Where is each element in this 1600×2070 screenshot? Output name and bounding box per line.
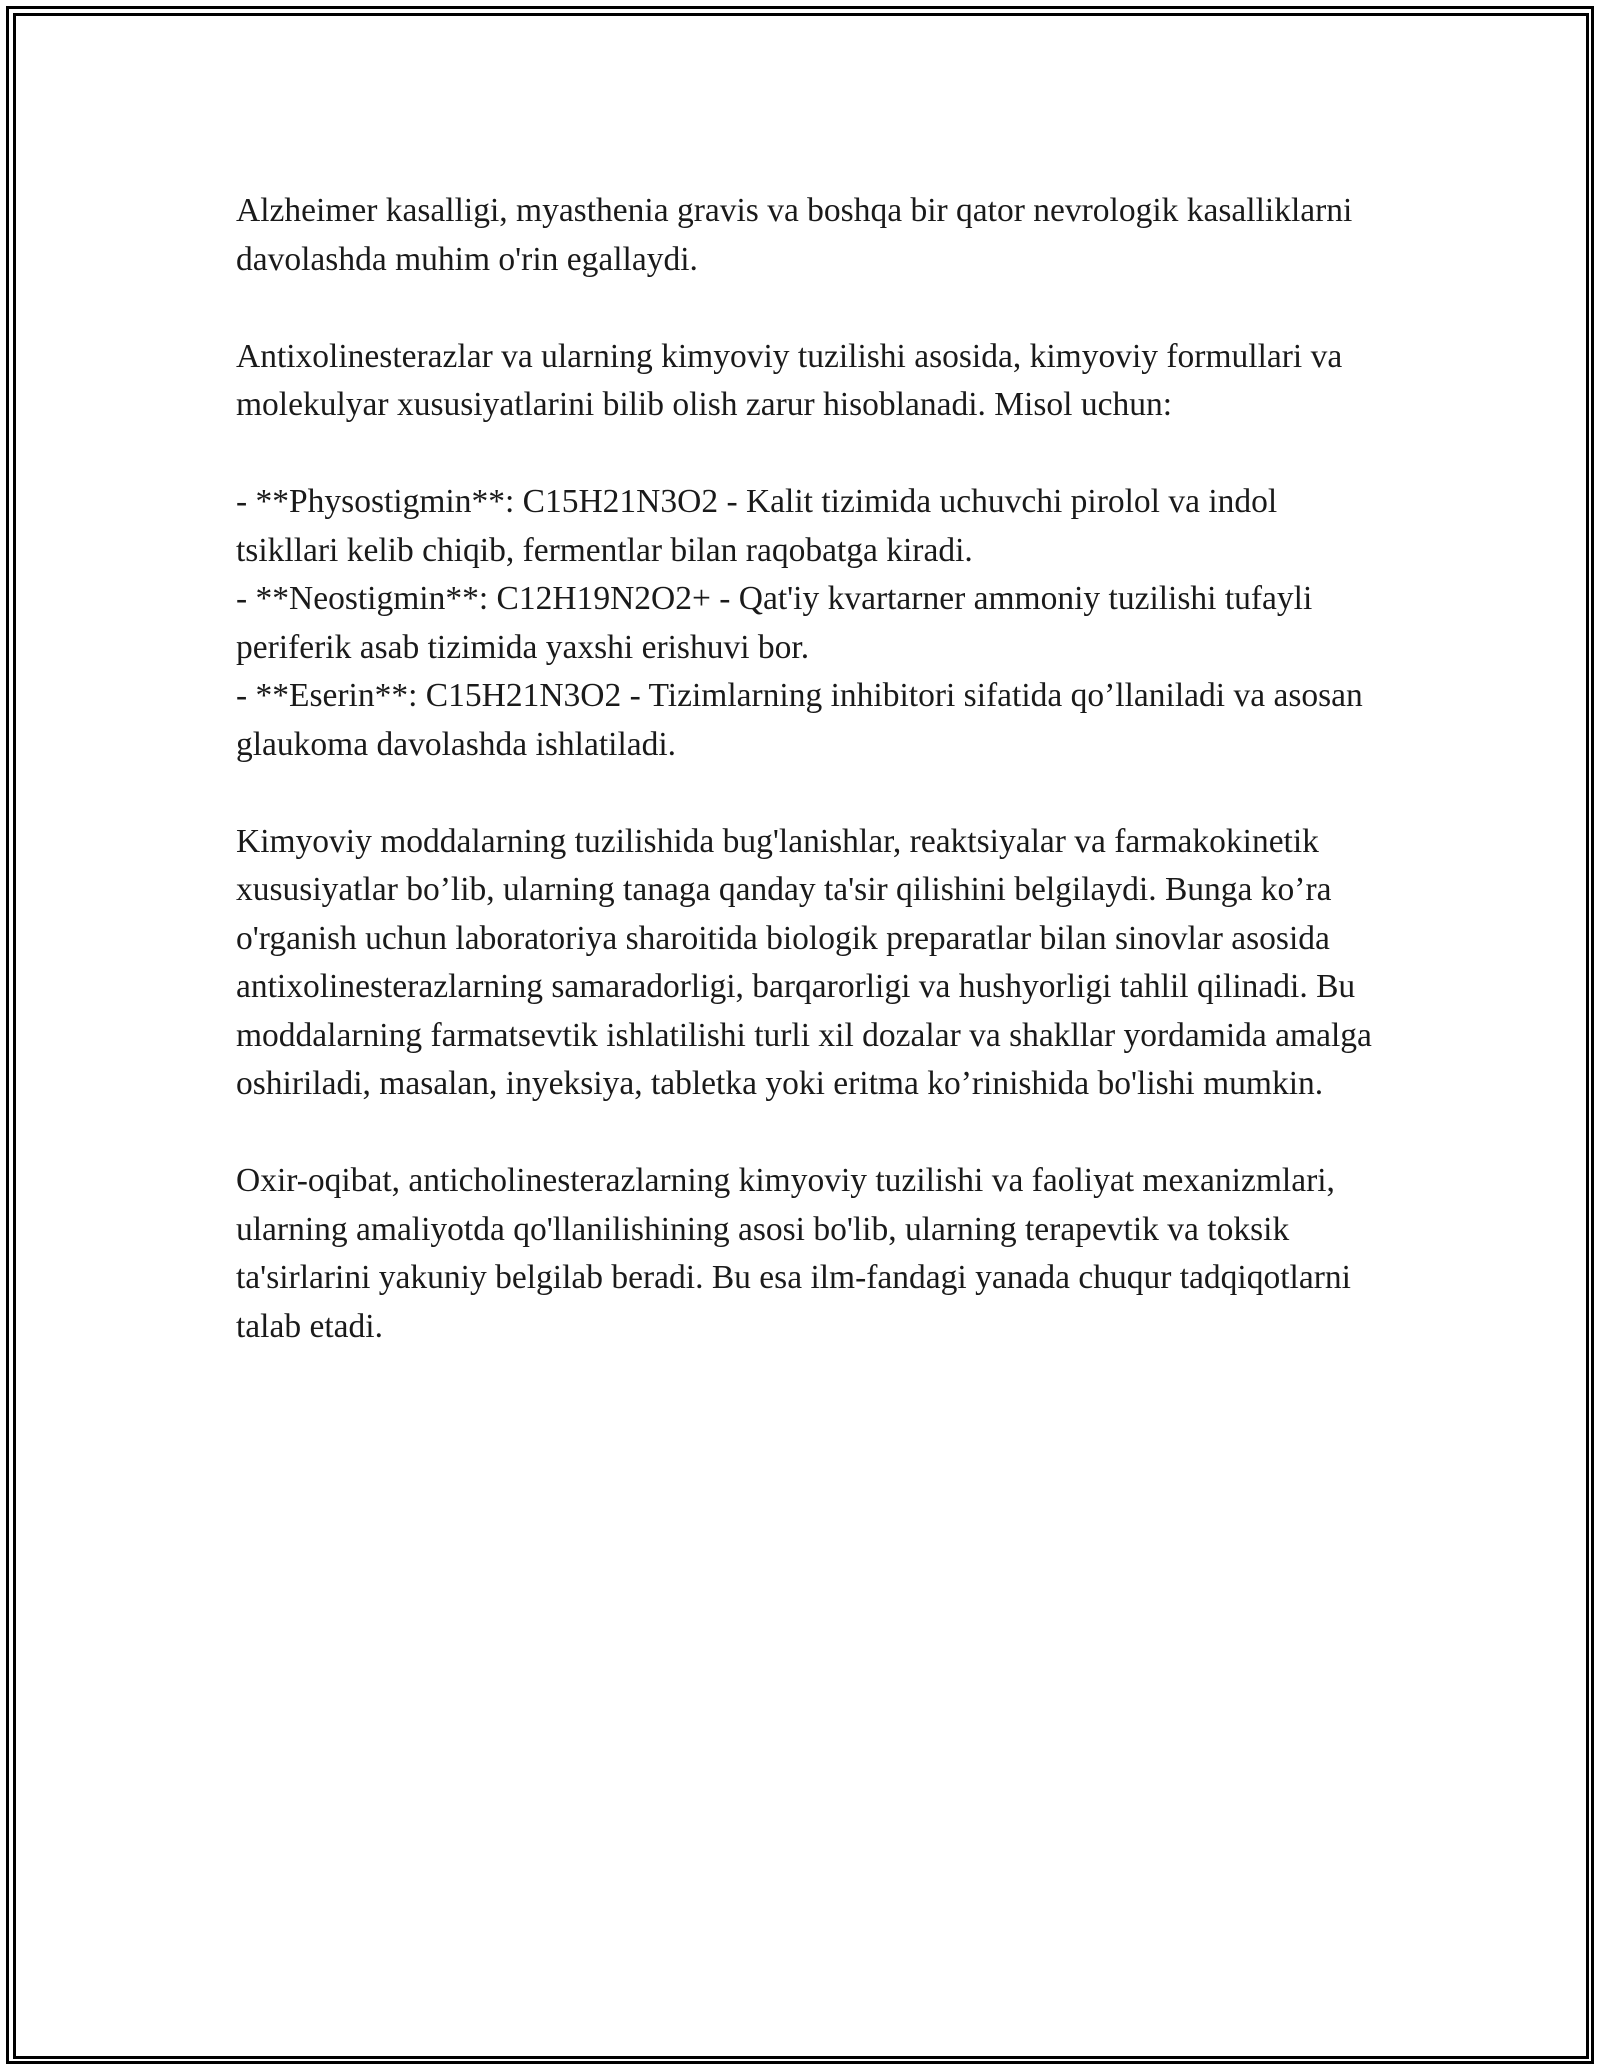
paragraph-properties: Kimyoviy moddalarning tuzilishida bug'lanishlar, reaktsiyalar va farmakokinetik xususiyatlar bo’lib, ularning tanaga qanday ta'sir qilishini belgilaydi. Bunga ko’ra o'rganish uchun laboratoriya sharoitida biologik preparatlar bilan sinovlar asosida antixolinesterazlarning samaradorligi, barqarorligi va hushyorligi tahlil qilinadi. Bu moddalarning farmatsevtik ishlatilishi turli xil dozalar va shakllar yordamida amalga oshiriladi, masalan, inyeksiya, tabletka yoki eritma ko’rinishida bo'lishi mumkin. xyxy=(236,822,1372,1102)
document-body xyxy=(236,187,1376,1400)
paragraph-conclusion: Oxir-oqibat, anticholinesterazlarning kimyoviy tuzilishi va faoliyat mexanizmlari, ularning amaliyotda qo'llanilishining asosi bo'lib, ularning terapevtik va toksik ta'sirlarini yakuniy belgilab beradi. Bu esa ilm-fandagi yanada chuqur tadqiqotlarni talab etadi. xyxy=(236,1162,1351,1345)
list-item-physostigmin: - **Physostigmin**: C15H21N3O2 - Kalit tizimida uchuvchi pirolol va indol tsikllari kelib chiqib, fermentlar bilan raqobatga kiradi. xyxy=(236,483,1278,569)
list-item-eserin: - **Eserin**: C15H21N3O2 - Tizimlarning inhibitori sifatida qo’llaniladi va asosan glaukoma davolashda ishlatiladi. xyxy=(236,677,1363,763)
list-item-neostigmin: - **Neostigmin**: C12H19N2O2+ - Qat'iy kvartarner ammoniy tuzilishi tufayli periferik asab tizimida yaxshi erishuvi bor. xyxy=(236,580,1313,666)
paragraph-intro: Alzheimer kasalligi, myasthenia gravis va boshqa bir qator nevrologik kasalliklarni davolashda muhim o'rin egallaydi. xyxy=(236,192,1353,278)
paragraph-formulas: Antixolinesterazlar va ularning kimyoviy tuzilishi asosida, kimyoviy formullari va molekulyar xususiyatlarini bilib olish zarur hisoblanadi. Misol uchun: xyxy=(236,337,1343,423)
compound-list xyxy=(236,478,1376,769)
